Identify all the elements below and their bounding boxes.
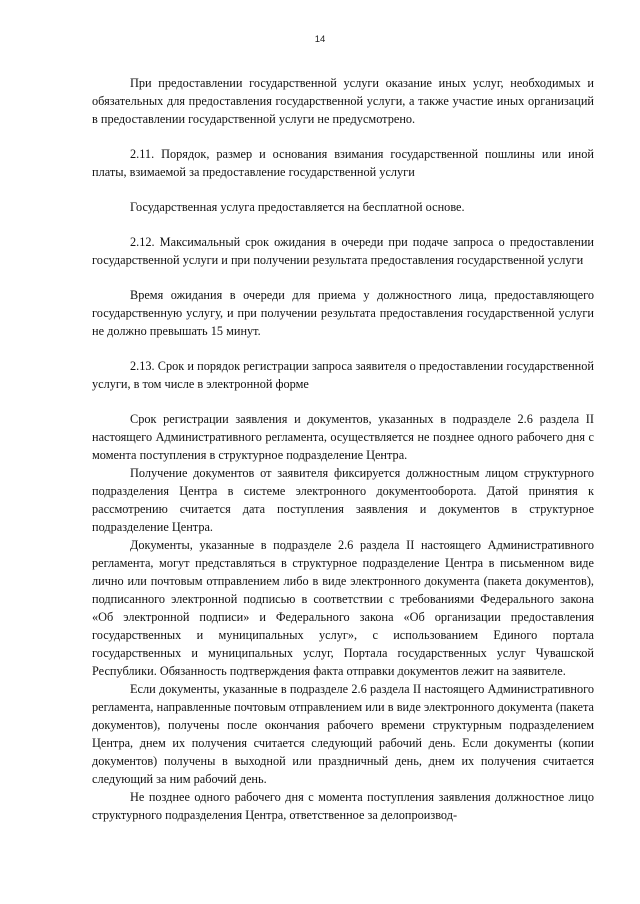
paragraph-after-hours-receipt: Если документы, указанные в подразделе 2.6 раздела II настоящего Административного регламента, направленные почтовым отправлением или в виде электронного документа (пакета документов), получены после окончания рабочего времени структурным подразделением Центра, днем их получения считается следующий рабочий день. Если документы (копии документов) получены в выходной или праздничный день, днем их получения считается следующий за ним рабочий день. xyxy=(92,682,594,786)
paragraph-submission-methods: Документы, указанные в подразделе 2.6 раздела II настоящего Административного регламента, могут представляться в структурное подразделение Центра в письменном виде лично или почтовым отправлением либо в виде электронного документа (пакета документов), подписанного электронной подписью в соответствии с требованиями Федерального закона «Об электронной подписи» и Федерального закона «Об организации предоставления государственных и муниципальных услуг», с использованием Единого портала государственных и муниципальных услуг, Портала государственных услуг Чувашской Республики. Обязанность подтверждения факта отправки документов лежит на заявителе. xyxy=(92,538,594,678)
paragraph-waiting-time: Время ожидания в очереди для приема у должностного лица, предоставляющего государственную услугу, и при получении результата предоставления государственной услуги не должно превышать 15 минут. xyxy=(92,288,594,338)
document-body xyxy=(92,74,594,824)
page-number: 14 xyxy=(314,34,326,45)
paragraph-other-services: При предоставлении государственной услуги оказание иных услуг, необходимых и обязательных для предоставления государственной услуги, а также участие иных организаций в предоставлении государственной услуги не предусмотрено. xyxy=(92,76,594,126)
section-heading-2-13: 2.13. Срок и порядок регистрации запроса заявителя о предоставлении государственной услуги, в том числе в электронной форме xyxy=(92,359,594,391)
section-heading-2-12: 2.12. Максимальный срок ожидания в очереди при подаче запроса о предоставлении государственной услуги и при получении результата предоставления государственной услуги xyxy=(92,235,594,267)
section-heading-2-11: 2.11. Порядок, размер и основания взимания государственной пошлины или иной платы, взимаемой за предоставление государственной услуги xyxy=(92,147,594,179)
paragraph-processing-deadline: Не позднее одного рабочего дня с момента поступления заявления должностное лицо структурного подразделения Центра, ответственное за делопроизвод- xyxy=(92,790,594,822)
paragraph-registration-deadline: Срок регистрации заявления и документов, указанных в подразделе 2.6 раздела II настоящего Административного регламента, осуществляется не позднее одного рабочего дня с момента поступления в структурное подразделение Центра. xyxy=(92,412,594,462)
paragraph-free-of-charge: Государственная услуга предоставляется на бесплатной основе. xyxy=(130,200,465,214)
paragraph-document-receipt: Получение документов от заявителя фиксируется должностным лицом структурного подразделения Центра в системе электронного документооборота. Датой принятия к рассмотрению считается дата поступления заявления и документов в структурное подразделение Центра. xyxy=(92,466,594,534)
